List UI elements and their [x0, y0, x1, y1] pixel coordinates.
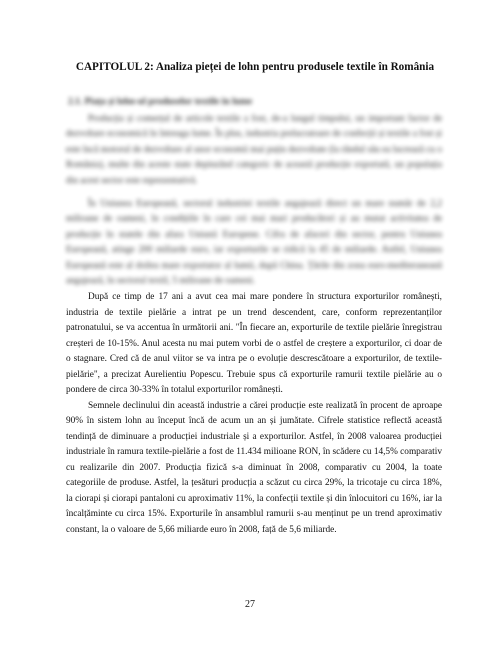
paragraph-decline-signs: Semnele declinului din această industrie a cărei producție este realizată în procent de aproape 90% în sistem lohn au început încă de acum un an și jumătate. Cifrele statistice reflectă această tendință de diminuare a producției industriale și a exporturilor. Astfel, în 2008 valoarea producției industriale în ramura textile-pielărie a fost de 11.434 milioane RON, în scădere cu 14,5% comparativ cu realizarile din 2007. Producția fizică s-a diminuat în 2008, comparativ cu 2004, la toate categoriile de produse. Astfel, la țesături producția a scăzut cu circa 29%, la tricotaje cu circa 18%, la ciorapi și ciorapi pantaloni cu aproximativ 11%, la confecții textile și din înlocuitori cu 16%, iar la încalțăminte cu circa 15%. Exporturile în ansamblul ramurii s-au menținut pe un trend aproximativ constant, la o valoare de 5,66 miliarde euro în 2008, față de 5,6 miliarde.: [66, 400, 442, 535]
section-heading: 2.1. Piața și lohn-ul produselor textile în lume: [68, 97, 253, 107]
body-text: [66, 290, 442, 538]
chapter-title: CAPITOLUL 2: Analiza pieței de lohn pentru produsele textile în România: [75, 61, 435, 73]
page-number: 27: [245, 599, 255, 610]
blurred-paragraph: În Uniunea Europeană, sectorul industriei textile angajează direct un mare număr de 2,2 milioane de oameni, în condițiile în care cei mai mari producători și au mutat activitatea de producție în statele din afara Uniunii Europene. Cifra de afaceri din sector, pentru Uniunea Europeană, atinge 200 miliarde euro, iar exporturile se ridică la 45 de miliarde. Astfel, Uniunea Europeană este al doilea mare exportator al lumii, după China. Țările din zona euro-mediteraneană angajează, în sectorul textil, 5 milioane de oameni.: [66, 199, 442, 287]
blurred-paragraph: Producția și comerțul de articole textile a fost, de-a lungul timpului, un important factor de dezvoltare economică în întreaga lume. În plus, industria prelucratoare de confecții și textile a fost și este încă motorul de dezvoltare al unor economii mai puțin dezvoltate (la rândul său ea lucrează cu o România), multe din aceste state depinzând categoric de această producție exportată, un populația din acest sector este reprezentativă.: [66, 114, 442, 186]
paragraph-export-trend: După ce timp de 17 ani a avut cea mai mare pondere în structura exporturilor românești, industria de textile pielărie a intrat pe un trend descendent, care, conform reprezentanților patronatului, se va accentua în următorii ani. "În fiecare an, exporturile de textile pielărie înregistrau creșteri de 10-15%. Anul acesta nu mai putem vorbi de o astfel de creștere a exporturilor, ci doar de o stagnare. Cred că de anul viitor se va intra pe o evoluție descrescătoare a exporturilor, de textile-pielărie", a precizat Aurelientiu Popescu. Trebuie spus că exporturile ramurii textile pielărie au o pondere de circa 30-33% în totalul exporturilor românești.: [66, 292, 442, 395]
blurred-section: [66, 96, 442, 289]
